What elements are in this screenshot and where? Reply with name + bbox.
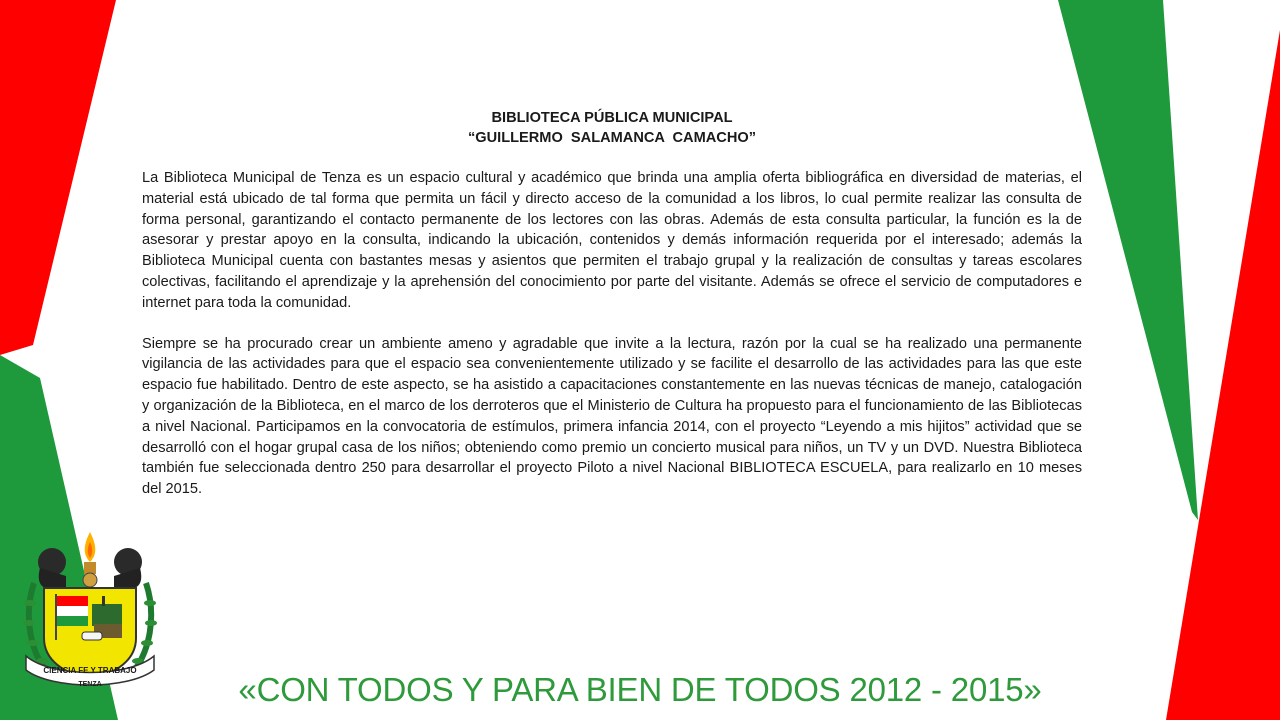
spacer bbox=[142, 314, 1082, 334]
municipal-coat-of-arms-icon bbox=[22, 528, 158, 690]
document-title bbox=[142, 108, 1082, 148]
crest-town: TENZA bbox=[78, 681, 102, 688]
paragraph-1: La Biblioteca Municipal de Tenza es un espacio cultural y académico que brinda una amplia oferta bibliográfica en diversidad de materias, el material está ubicado de tal forma que permita un fácil y directo acceso de la comunidad a los libros, lo cual permite realizar las consulta de forma personal, garantizando el contacto permanente de los lectores con las obras. Además de esta consulta particular, la función es la de asesorar y prestar apoyo en la consulta, indicando la ubicación, contenidos y demás información requerida por el interesado; además la Biblioteca Municipal cuenta con bastantes mesas y asientos que permiten el trabajo grupal y la realización de consultas y tareas escolares colectivas, facilitando el aprendizaje y la aprehensión del conocimiento por parte del visitante. Además se ofrece el servicio de computadores e internet para toda la comunidad. bbox=[142, 170, 1082, 311]
left-red-stripe bbox=[0, 0, 116, 355]
spacer bbox=[142, 148, 1082, 168]
title-line-1: BIBLIOTECA PÚBLICA MUNICIPAL bbox=[491, 110, 733, 126]
slogan: «CON TODOS Y PARA BIEN DE TODOS 2012 - 2015» bbox=[238, 671, 1042, 708]
paragraph-2: Siempre se ha procurado crear un ambiente ameno y agradable que invite a la lectura, razón por la cual se ha realizado una permanente vigilancia de las actividades para que el espacio sea convenientemente utilizado y se facilite el desarrollo de las actividades para las que este espacio fue habilitado. Dentro de este aspecto, se ha asistido a capacitaciones constantemente en las nuevas técnicas de manejo, catalogación y organización de la Biblioteca, en el marco de los derroteros que el Ministerio de Cultura ha propuesto para el funcionamiento de las Bibliotecas a nivel Nacional. Participamos en la convocatoria de estímulos, primera infancia 2014, con el proyecto “Leyendo a mis hijitos” actividad que se desarrolló con el hogar grupal casa de los niños; obteniendo como premio un concierto musical para niños, un TV y un DVD. Nuestra Biblioteca también fue seleccionada dentro 250 para desarrollar el proyecto Piloto a nivel Nacional BIBLIOTECA ESCUELA, para realizarlo en 10 meses del 2015. bbox=[142, 335, 1082, 498]
crest-motto: CIENCIA FE Y TRABAJO bbox=[43, 666, 137, 675]
title-line-2: “GUILLERMO SALAMANCA CAMACHO” bbox=[467, 130, 757, 146]
main-content bbox=[142, 108, 1082, 500]
